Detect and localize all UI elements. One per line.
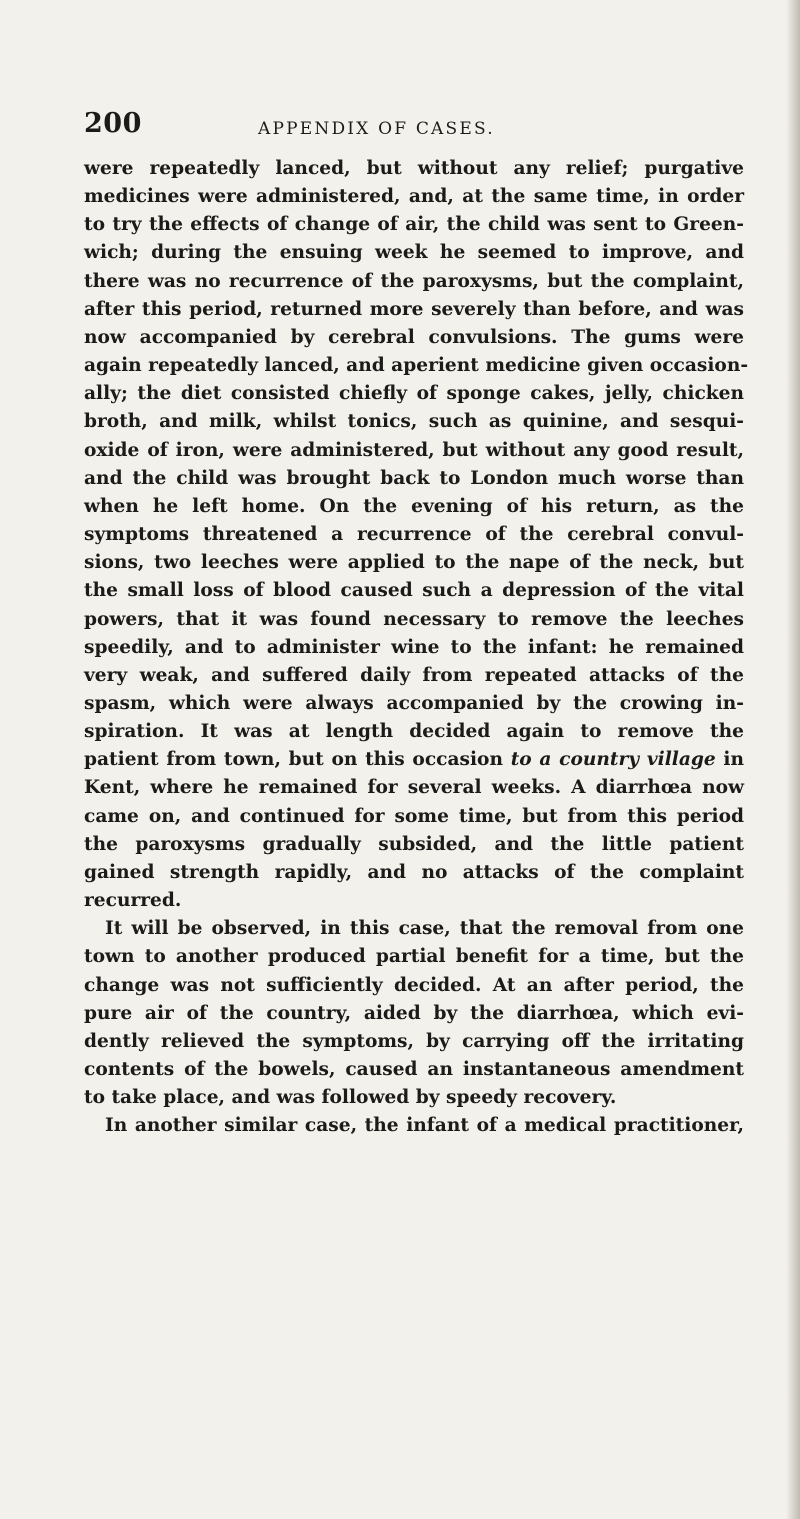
text-line: spiration. It was at length decided again to remove the [84,721,744,743]
text-line: and the child was brought back to London much worse than [84,467,744,489]
italic-phrase: to a country village [510,749,716,771]
page-number: 200 [84,108,142,139]
text-line: speedily, and to administer wine to the infant: he remained [84,636,744,658]
body-text [84,155,749,1140]
text-line: after this period, returned more severely than before, and was [84,298,744,320]
text-line: It will be observed, in this case, that the removal from one [105,918,744,940]
text-line: when he left home. On the evening of his return, as the [84,495,744,517]
text-line: sions, two leeches were applied to the nape of the neck, but [84,552,744,574]
text-line: town to another produced partial benefit for a time, but the [84,946,744,968]
text-line-with-italic [84,746,744,774]
text-line: dently relieved the symptoms, by carrying off the irritating [84,1030,744,1052]
text-line: pure air of the country, aided by the diarrhœa, which evi- [84,1002,744,1024]
text-line: oxide of iron, were administered, but without any good result, [84,439,744,461]
text-line: symptoms threatened a recurrence of the cerebral convul- [84,524,744,546]
text-line: Kent, where he remained for several weeks. A diarrhœa now [84,777,744,799]
text-line: there was no recurrence of the paroxysms, but the complaint, [84,270,744,292]
text-line: recurred. [84,890,182,912]
text-line: to take place, and was followed by speedy recovery. [84,1087,617,1109]
text-line: the small loss of blood caused such a depression of the vital [84,580,744,602]
text-line: change was not sufficiently decided. At an after period, the [84,974,744,996]
text-line: powers, that it was found necessary to remove the leeches [84,608,744,630]
text-line: the paroxysms gradually subsided, and the little patient [84,833,744,855]
text-line: ally; the diet consisted chiefly of sponge cakes, jelly, chicken [84,383,744,405]
page-edge-shadow [786,0,800,1519]
text-segment: in [715,749,744,771]
text-line: In another similar case, the infant of a medical practitioner, [105,1115,744,1137]
text-line: were repeatedly lanced, but without any relief; purgative [84,158,744,179]
text-line: again repeatedly lanced, and aperient medicine given occasion- [84,355,749,377]
text-line: now accompanied by cerebral convulsions. The gums were [84,326,744,348]
text-line: to try the effects of change of air, the child was sent to Green- [84,214,744,236]
running-title: APPENDIX OF CASES. [258,119,495,139]
text-line: came on, and continued for some time, but from this period [84,805,744,827]
text-segment: patient from town, but on this occasion [84,749,511,771]
text-line: broth, and milk, whilst tonics, such as quinine, and sesqui- [84,411,744,433]
text-line: very weak, and suffered daily from repeated attacks of the [84,664,744,686]
text-line: wich; during the ensuing week he seemed to improve, and [84,242,744,264]
text-line: spasm, which were always accompanied by the crowing in- [84,692,744,714]
text-line: gained strength rapidly, and no attacks of the complaint [84,861,744,883]
text-line: medicines were administered, and, at the same time, in order [84,186,744,208]
page-header [84,108,744,148]
text-line: contents of the bowels, caused an instantaneous amendment [84,1059,744,1080]
